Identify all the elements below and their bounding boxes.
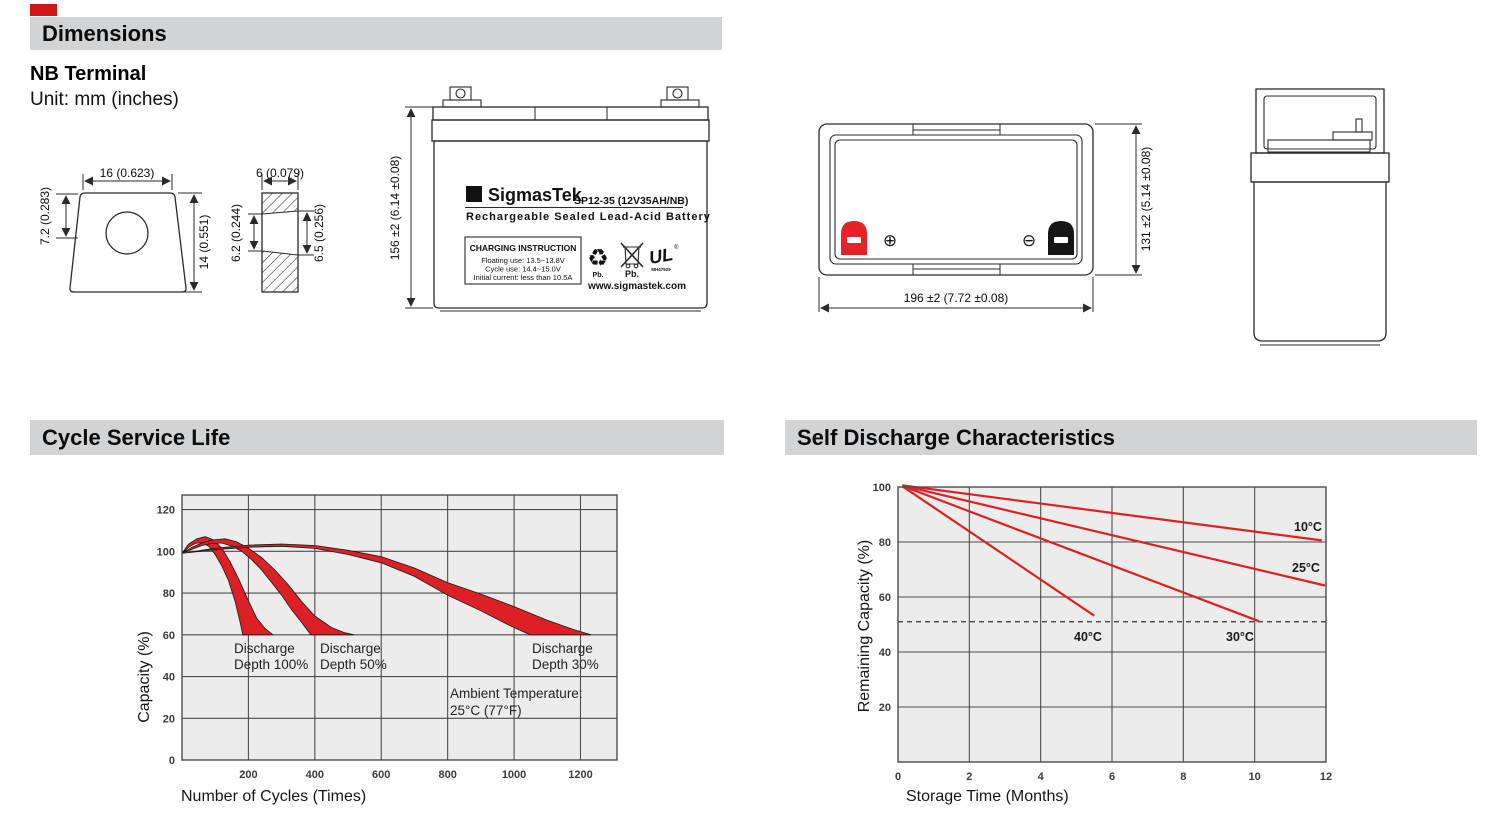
terminal-side-thickness-dim: 6 (0.079) xyxy=(255,166,305,180)
unit-note: Unit: mm (inches) xyxy=(30,89,179,110)
x-tick-label: 6 xyxy=(1108,771,1116,783)
terminal-front-group xyxy=(38,166,211,292)
chart-graphics xyxy=(873,482,1332,783)
model-number: SP12-35 (12V35AH/NB) xyxy=(574,195,689,207)
terminal-front-outline xyxy=(70,193,186,292)
charging-line-2: Cycle use: 14.4~15.0V xyxy=(485,264,561,274)
chart2-x-axis-title: Storage Time (Months) xyxy=(906,788,1069,805)
section-header-cycle-life xyxy=(30,420,724,455)
band3-label-line2: Depth 30% xyxy=(532,657,599,672)
terminal-front-width-dim: 16 (0.623) xyxy=(99,166,155,180)
x-tick-label: 1200 xyxy=(568,769,593,781)
battery-side-outline-group xyxy=(1251,89,1389,345)
y-tick-label: 80 xyxy=(878,537,891,549)
series-label-25c: 25°C xyxy=(1292,561,1320,575)
x-tick-label: 8 xyxy=(1180,771,1187,783)
self-discharge-chart xyxy=(830,465,1410,815)
section-header-self-discharge xyxy=(785,420,1477,455)
negative-terminal-slot xyxy=(1054,237,1068,243)
battery-width-dim: 196 ±2 (7.72 ±0.08) xyxy=(903,291,1009,305)
terminal-front-upper-dim: 7.2 (0.283) xyxy=(38,186,52,246)
ambient-note-line1: Ambient Temperature: xyxy=(450,686,583,701)
pb-bin-label: Pb. xyxy=(624,269,640,279)
cycle-service-life-chart xyxy=(120,465,660,815)
x-tick-label: 4 xyxy=(1037,771,1044,783)
terminal-side-right-dim: 6.5 (0.256) xyxy=(312,203,326,263)
ul-mark-icon xyxy=(647,244,679,272)
charging-title: CHARGING INSTRUCTION xyxy=(469,243,577,253)
battery-side-body xyxy=(1254,182,1386,341)
side-terminal-step xyxy=(1333,132,1372,140)
charging-line-1: Floating use: 13.5~13.8V xyxy=(481,256,565,265)
pb-recycle-label: Pb. xyxy=(592,272,604,279)
red-accent-mark xyxy=(30,4,57,16)
y-tick-label: 0 xyxy=(168,755,175,767)
terminal-side-hatch-top xyxy=(262,193,298,214)
minus-symbol: ⊖ xyxy=(1021,231,1037,250)
battery-side-view xyxy=(1235,80,1410,370)
x-tick-label: 400 xyxy=(305,769,325,781)
plus-symbol: ⊕ xyxy=(882,231,898,250)
x-tick-label: 1000 xyxy=(501,769,527,781)
x-tick-label: 0 xyxy=(894,771,902,783)
series-label-10c: 10°C xyxy=(1294,520,1322,534)
y-tick-label: 80 xyxy=(162,588,175,601)
charging-line-3: Initial current: less than 10.5A xyxy=(473,273,573,282)
y-tick-label: 60 xyxy=(162,629,175,642)
battery-top-view xyxy=(795,115,1175,320)
section-header-self-discharge-label: Self Discharge Characteristics xyxy=(797,424,1115,450)
terminal-side-left-dim: 6.2 (0.244) xyxy=(229,203,243,263)
battery-subtitle: Rechargeable Sealed Lead-Acid Battery xyxy=(466,211,711,223)
chart2-y-axis-title: Remaining Capacity (%) xyxy=(856,539,873,713)
y-tick-label: 40 xyxy=(878,647,891,659)
crossed-bin-icon xyxy=(621,243,643,268)
section-header-dimensions xyxy=(30,17,722,50)
terminal-drawing xyxy=(30,148,350,320)
terminal-front-hole xyxy=(106,212,148,254)
subheader-nb-terminal: NB Terminal xyxy=(30,63,147,85)
y-tick-label: 100 xyxy=(872,482,891,494)
section-header-dimensions-label: Dimensions xyxy=(42,20,167,46)
band1-label-line2: Depth 100% xyxy=(234,657,309,672)
ambient-note-line2: 25°C (77°F) xyxy=(450,703,522,718)
x-tick-label: 2 xyxy=(966,771,973,783)
battery-label-group xyxy=(465,185,711,292)
y-tick-label: 20 xyxy=(878,702,891,714)
battery-depth-dim: 131 ±2 (5.14 ±0.08) xyxy=(1139,146,1153,252)
y-tick-label: 60 xyxy=(878,592,891,604)
battery-front-dim-group xyxy=(388,107,433,308)
x-tick-label: 10 xyxy=(1248,771,1261,783)
recycle-icon: ♻ xyxy=(587,245,609,272)
chart-graphics xyxy=(157,495,617,781)
battery-height-dim: 156 ±2 (6.14 ±0.08) xyxy=(388,155,402,261)
website-url: www.sigmastek.com xyxy=(588,281,686,292)
svg-text:UL: UL xyxy=(647,244,675,268)
band2-label-line1: Discharge xyxy=(320,641,381,656)
y-tick-label: 100 xyxy=(156,546,175,559)
series-label-40c: 40°C xyxy=(1074,630,1102,644)
chart1-x-axis-title: Number of Cycles (Times) xyxy=(181,788,367,805)
ul-number: MH47929 xyxy=(651,267,671,272)
series-label-30c: 30°C xyxy=(1226,630,1254,644)
x-tick-label: 800 xyxy=(438,769,457,781)
y-tick-label: 20 xyxy=(162,713,175,726)
band3-label-line1: Discharge xyxy=(532,641,593,656)
svg-text:®: ® xyxy=(674,245,679,251)
terminal-side-hatch-bottom xyxy=(262,251,298,292)
band1-label-line1: Discharge xyxy=(234,641,295,656)
x-tick-label: 12 xyxy=(1319,771,1333,783)
brand-name: SigmasTek xyxy=(488,185,582,205)
side-terminal-pin xyxy=(1356,119,1362,132)
y-tick-label: 40 xyxy=(162,671,175,684)
y-tick-label: 120 xyxy=(156,504,175,517)
sigma-logo-icon: Σ xyxy=(470,187,478,202)
x-tick-label: 600 xyxy=(372,769,391,781)
battery-front-view xyxy=(385,78,725,323)
battery-top-dim-group xyxy=(819,124,1153,312)
terminal-front-height-dim: 14 (0.551) xyxy=(197,214,211,270)
chart1-y-axis-title: Capacity (%) xyxy=(136,631,153,723)
positive-terminal-slot xyxy=(847,237,861,243)
section-header-cycle-life-label: Cycle Service Life xyxy=(42,424,231,450)
x-tick-label: 200 xyxy=(239,769,258,781)
band2-label-line2: Depth 50% xyxy=(320,657,387,672)
terminal-side-group xyxy=(229,166,326,292)
